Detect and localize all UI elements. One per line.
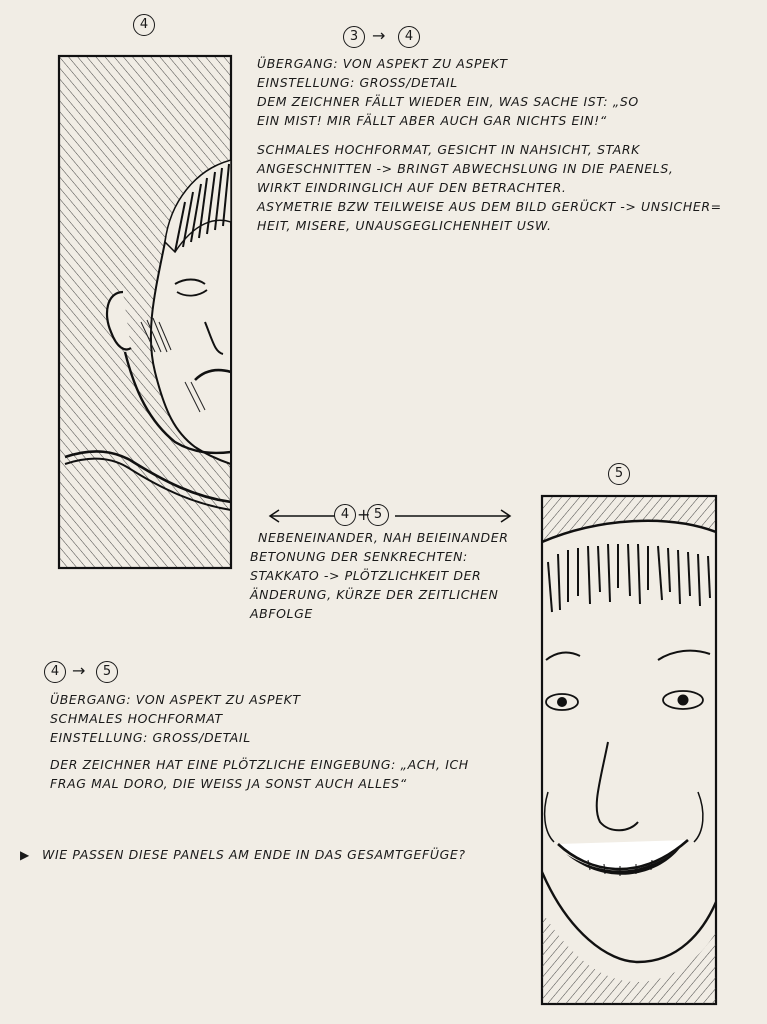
panel-4-sketch — [55, 52, 235, 572]
panel-4-number: 4 — [133, 14, 155, 36]
note-line: ÜBERGANG: VON ASPEKT ZU ASPEKT — [50, 692, 301, 707]
seq-badge-a: 4 — [334, 504, 356, 526]
note-line: NEBENEINANDER, NAH BEIEINANDER — [258, 530, 509, 545]
note-line: ANGESCHNITTEN -> BRINGT ABWECHSLUNG IN DIE PAENELS, — [257, 161, 674, 176]
seq-from-badge: 3 — [343, 26, 365, 48]
note-line: STAKKATO -> PLÖTZLICHKEIT DER — [250, 568, 482, 583]
seq-arrow-2: → — [72, 661, 86, 680]
seq-badge-b: 5 — [367, 504, 389, 526]
note-line: SCHMALES HOCHFORMAT, GESICHT IN NAHSICHT, STARK — [257, 142, 640, 157]
note-line: SCHMALES HOCHFORMAT — [50, 711, 223, 726]
note-line: BETONUNG DER SENKRECHTEN: — [250, 549, 468, 564]
note-line — [257, 130, 722, 140]
seq-from-badge-2: 4 — [44, 661, 66, 683]
block1-notes — [257, 54, 722, 235]
plus-sign: + — [357, 505, 371, 524]
note-line: HEIT, MISERE, UNAUSGEGLICHENHEIT USW. — [257, 218, 552, 233]
note-line: DER ZEICHNER HAT EINE PLÖTZLICHE EINGEBUNG: „ACH, ICH — [50, 757, 469, 772]
note-line — [50, 747, 469, 755]
block2-notes — [50, 690, 469, 793]
note-line: EINSTELLUNG: GROSS/DETAIL — [257, 75, 458, 90]
note-line: ÄNDERUNG, KÜRZE DER ZEITLICHEN — [250, 587, 499, 602]
seq-arrow: → — [372, 26, 386, 45]
note-line: ASYMETRIE BZW TEILWEISE AUS DEM BILD GERÜCKT -> UNSICHER= — [257, 199, 722, 214]
note-line: ABFOLGE — [250, 606, 313, 621]
middle-notes — [250, 528, 509, 623]
panel-5-sketch — [538, 492, 718, 1008]
note-line: WIRKT EINDRINGLICH AUF DEN BETRACHTER. — [257, 180, 567, 195]
note-line: FRAG MAL DORO, DIE WEISS JA SONST AUCH ALLES“ — [50, 776, 407, 791]
note-line: ÜBERGANG: VON ASPEKT ZU ASPEKT — [257, 56, 508, 71]
note-line: DEM ZEICHNER FÄLLT WIEDER EIN, WAS SACHE IST: „SO — [257, 94, 639, 109]
note-line: EINSTELLUNG: GROSS/DETAIL — [50, 730, 251, 745]
note-line: EIN MIST! MIR FÄLLT ABER AUCH GAR NICHTS EIN!“ — [257, 113, 607, 128]
bullet-triangle-icon: ▶ — [20, 848, 30, 862]
seq-to-badge-2: 5 — [96, 661, 118, 683]
seq-to-badge: 4 — [398, 26, 420, 48]
closing-question: WIE PASSEN DIESE PANELS AM ENDE IN DAS GESAMTGEFÜGE? — [42, 847, 466, 862]
panel-5-number: 5 — [608, 463, 630, 485]
